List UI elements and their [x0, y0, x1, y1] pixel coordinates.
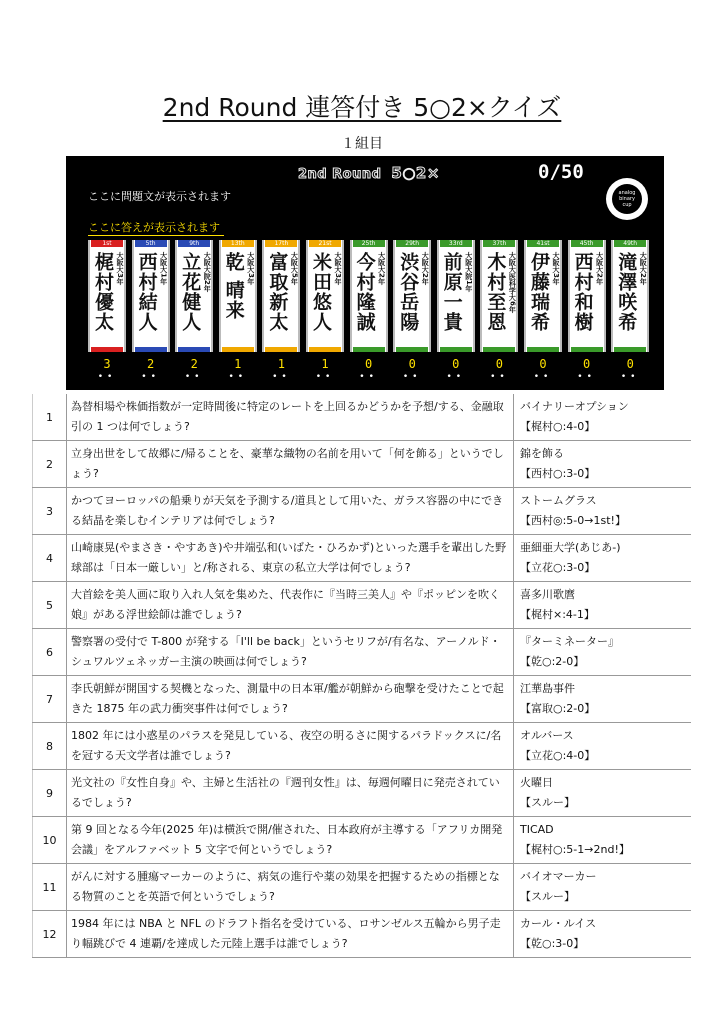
answer-result: 【西村○:3-0】 [520, 467, 596, 480]
name-plate [175, 240, 213, 352]
name-plate [350, 240, 388, 352]
question-row [33, 488, 692, 535]
page-subtitle: １組目 [341, 136, 383, 152]
question-number: 7 [33, 676, 67, 723]
player-grade: 大阪大3年 [116, 252, 124, 285]
answer-text: 江華島事件 [520, 682, 575, 695]
name-plate [611, 240, 649, 352]
player-name: 今村隆誠 [353, 252, 376, 332]
player-miss-dots: •• [533, 372, 553, 382]
question-text: 立身出世をして故郷に/帰ることを、豪華な織物の名前を用いて「何を飾る」というでしょう? [67, 441, 514, 488]
player-grade: 大阪大1年 [159, 252, 168, 285]
answer-text: バイオマーカー [520, 870, 597, 883]
player-rank: 13th [222, 240, 254, 247]
page-title: 2nd Round 連答付き 5○2×クイズ [162, 93, 562, 122]
player-miss-dots: •• [228, 372, 248, 382]
player-rank: 41st [527, 240, 559, 247]
question-row [33, 676, 692, 723]
question-number: 8 [33, 723, 67, 770]
player-score: 1 [277, 357, 285, 371]
question-number: 1 [33, 394, 67, 441]
answer-text: 火曜日 [520, 776, 553, 789]
question-row [33, 864, 692, 911]
player-score: 1 [234, 357, 242, 371]
answer-cell [514, 817, 692, 864]
answer-text: バイナリーオプション [520, 400, 629, 413]
team-color-bar [483, 347, 515, 352]
logo-line: binary [619, 196, 635, 202]
answer-result: 【立花○:3-0】 [520, 561, 596, 574]
player-score: 3 [103, 357, 111, 371]
player-grade: 大阪大3年 [552, 252, 560, 285]
team-color-bar [178, 347, 210, 352]
team-color-bar [396, 347, 428, 352]
answer-text: TICAD [520, 823, 554, 836]
player-rank: 37th [483, 240, 515, 247]
name-plate [88, 240, 126, 352]
player-name: 木村至恩 [484, 252, 507, 332]
player-name: 立花健人 [179, 252, 202, 332]
question-text: かつてヨーロッパの船乗りが天気を予測する/道具として用いた、ガラス容器の中にできる結晶を楽しむインテリアは何でしょう? [67, 488, 514, 535]
board-rule: 5○2× [391, 164, 440, 182]
board-title: 2nd Round 5○2× [298, 164, 440, 182]
player-card [262, 240, 300, 382]
logo-line: cup [622, 202, 632, 208]
question-number: 5 [33, 582, 67, 629]
player-card [88, 240, 126, 382]
answer-placeholder: ここに答えが表示されます [88, 219, 224, 236]
player-card [524, 240, 562, 382]
answer-cell [514, 770, 692, 817]
player-grade: 大阪大5年 [290, 252, 299, 285]
player-rank: 5th [135, 240, 167, 247]
question-placeholder: ここに問題文が表示されます [88, 190, 231, 203]
question-row [33, 817, 692, 864]
player-card [393, 240, 431, 382]
player-card [611, 240, 649, 382]
team-color-bar [222, 347, 254, 352]
answer-text: オルバース [520, 729, 574, 742]
question-text: 第 9 回となる今年(2025 年)は横浜で開/催された、日本政府が主導する「アフリカ開発会議」をアルファベット 5 文字で何というでしょう? [67, 817, 514, 864]
player-grade: 大阪大3年 [334, 252, 342, 285]
question-row [33, 770, 692, 817]
player-name: 富取新太 [266, 252, 289, 332]
question-number: 2 [33, 441, 67, 488]
team-color-bar [309, 347, 341, 352]
player-miss-dots: •• [97, 372, 117, 382]
answer-cell [514, 394, 692, 441]
question-row [33, 582, 692, 629]
player-score: 0 [364, 357, 373, 371]
player-name: 前原一貴 [440, 252, 463, 332]
player-grade: 大阪大医科学大6年 [508, 252, 517, 313]
player-miss-dots: •• [272, 372, 291, 382]
player-grade: 大阪大院2年 [203, 252, 212, 292]
name-plate [568, 240, 606, 352]
name-plate [393, 240, 431, 352]
player-miss-dots: •• [184, 372, 204, 382]
answer-result: 【梶村○:5-1→2nd!】 [520, 843, 630, 856]
name-plate [262, 240, 300, 352]
team-color-bar [135, 347, 167, 352]
player-miss-dots: •• [577, 372, 596, 382]
question-number: 11 [33, 864, 67, 911]
question-text: 李氏朝鮮が開国する契機となった、測量中の日本軍/艦が朝鮮から砲撃を受けたことで起きた 1875 年の武力衝突事件は何でしょう? [67, 676, 514, 723]
player-score: 0 [626, 357, 634, 371]
player-miss-dots: •• [620, 372, 640, 382]
team-color-bar [527, 347, 559, 352]
team-color-bar [265, 347, 297, 352]
answer-result: 【スルー】 [520, 890, 575, 903]
player-score: 1 [321, 357, 329, 371]
answer-cell [514, 629, 692, 676]
question-row [33, 535, 692, 582]
answer-cell [514, 911, 692, 958]
answer-text: 『ターミネーター』 [520, 635, 619, 648]
answer-result: 【乾○:3-0】 [520, 937, 585, 950]
answer-cell [514, 676, 692, 723]
scoreboard [66, 156, 664, 390]
answer-cell [514, 488, 692, 535]
question-number: 6 [33, 629, 67, 676]
question-text: 為替相場や株価指数が一定時間後に特定のレートを上回るかどうかを予想/する、金融取引の 1 つは何でしょう? [67, 394, 514, 441]
answer-result: 【梶村○:4-0】 [520, 420, 596, 433]
answer-cell [514, 723, 692, 770]
player-grade: 大阪大2年 [421, 252, 430, 285]
name-plate [524, 240, 562, 352]
answer-text: ストームグラス [520, 494, 597, 507]
player-name: 伊藤瑞希 [528, 252, 550, 332]
player-score: 0 [495, 357, 503, 371]
player-rank: 21st [309, 240, 341, 247]
logo-line: analog [618, 190, 636, 196]
player-rank: 17th [265, 240, 297, 247]
player-grade: 大阪大2年 [595, 252, 604, 285]
answer-text: 亜細亜大学(あじあ-) [520, 541, 621, 554]
answer-result: 【立花○:4-0】 [520, 749, 596, 762]
player-rank: 49th [614, 240, 646, 247]
player-name: 渋谷岳陽 [397, 252, 420, 332]
player-score: 0 [408, 357, 416, 371]
player-name: 滝澤咲希 [615, 252, 638, 332]
answer-result: 【富取○:2-0】 [520, 702, 596, 715]
question-number: 4 [33, 535, 67, 582]
player-card [568, 240, 606, 382]
player-score: 2 [190, 357, 198, 371]
player-rank: 45th [571, 240, 603, 247]
answer-text: カール・ルイス [520, 917, 597, 930]
player-miss-dots: •• [359, 372, 378, 382]
answer-text: 喜多川歌麿 [520, 588, 575, 601]
team-color-bar [571, 347, 603, 352]
question-number: 12 [33, 911, 67, 958]
name-plate [480, 240, 518, 352]
question-text: 警察署の受付で T-800 が発する「I'll be back」というセリフが/有名な、アーノルド・シュワルツェネッガー主演の映画は何でしょう? [67, 629, 514, 676]
player-card [219, 240, 257, 382]
player-rank: 9th [178, 240, 210, 247]
cup-logo [606, 178, 648, 220]
player-name: 梶村優太 [92, 252, 114, 332]
player-miss-dots: •• [490, 372, 509, 382]
player-rank: 29th [396, 240, 428, 247]
answer-text: 錦を飾る [520, 447, 564, 460]
question-count: 0/50 [538, 161, 584, 183]
answer-cell [514, 864, 692, 911]
team-color-bar [440, 347, 472, 352]
question-text: がんに対する腫瘍マーカーのように、病気の進行や薬の効果を把握するための指標となる物質のことを英語で何というでしょう? [67, 864, 514, 911]
player-name: 乾 晴来 [222, 252, 245, 320]
question-text: 山崎康晃(やまさき・やすあき)や井端弘和(いばた・ひろかず)といった選手を輩出した野球部は「日本一厳しい」と/称される、東京の私立大学は何でしょう? [67, 535, 514, 582]
answer-result: 【西村◎:5-0→1st!】 [520, 514, 626, 527]
question-text: 1802 年には小惑星のパラスを発見している、夜空の明るさに関するパラドックスに/名を冠する天文学者は誰でしょう? [67, 723, 514, 770]
player-card [132, 240, 170, 382]
question-text: 1984 年には NBA と NFL のドラフト指名を受けている、ロサンゼルス五輪から男子走り幅跳びで 4 連覇/を達成した元陸上選手は誰でしょう? [67, 911, 514, 958]
question-row [33, 629, 692, 676]
team-color-bar [91, 347, 123, 352]
name-plate [437, 240, 475, 352]
question-table [32, 394, 691, 958]
answer-result: 【スルー】 [520, 796, 575, 809]
player-rank: 25th [353, 240, 385, 247]
team-color-bar [353, 347, 385, 352]
player-card [350, 240, 388, 382]
answer-cell [514, 535, 692, 582]
player-score: 2 [146, 357, 155, 371]
question-row [33, 394, 692, 441]
player-grade: 大阪大2年 [377, 252, 386, 285]
name-plate [132, 240, 170, 352]
player-miss-dots: •• [315, 372, 335, 382]
team-color-bar [614, 347, 646, 352]
player-grade: 大阪大3年 [246, 252, 255, 285]
player-name: 米田悠人 [310, 252, 332, 332]
question-text: 大首絵を美人画に取り入れ人気を集めた、代表作に『当時三美人』や『ポッピンを吹く娘』がある浮世絵師は誰でしょう? [67, 582, 514, 629]
player-card [175, 240, 213, 382]
question-row [33, 723, 692, 770]
player-score: 0 [582, 357, 591, 371]
player-name: 西村和樹 [571, 252, 594, 332]
answer-result: 【梶村×:4-1】 [520, 608, 595, 621]
player-miss-dots: •• [402, 372, 422, 382]
question-number: 10 [33, 817, 67, 864]
answer-cell [514, 582, 692, 629]
player-grade: 大阪大2年 [639, 252, 648, 285]
player-card [306, 240, 344, 382]
question-text: 光文社の『女性自身』や、主婦と生活社の『週刊女性』は、毎週何曜日に発売されているでしょう? [67, 770, 514, 817]
player-grade: 大阪大院1年 [464, 252, 473, 292]
player-card [437, 240, 475, 382]
player-rank: 1st [91, 240, 123, 247]
name-plate [219, 240, 257, 352]
player-score: 0 [452, 357, 460, 371]
player-rank: 33rd [440, 240, 472, 247]
answer-result: 【乾○:2-0】 [520, 655, 585, 668]
player-name: 西村結人 [135, 252, 158, 332]
name-plate [306, 240, 344, 352]
player-score: 0 [539, 357, 547, 371]
player-miss-dots: •• [141, 372, 160, 382]
player-miss-dots: •• [446, 372, 466, 382]
question-row [33, 911, 692, 958]
question-number: 3 [33, 488, 67, 535]
question-number: 9 [33, 770, 67, 817]
player-card [480, 240, 518, 382]
question-row [33, 441, 692, 488]
answer-cell [514, 441, 692, 488]
